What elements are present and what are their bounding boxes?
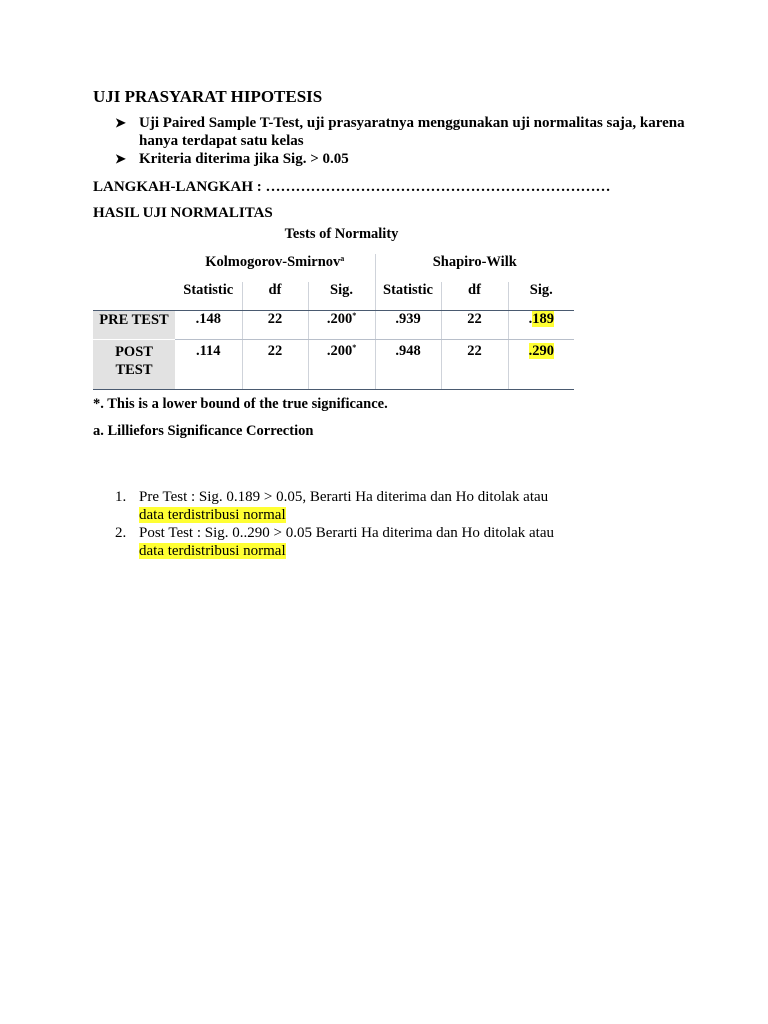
normality-table [93, 226, 574, 390]
highlighted-value: 189 [532, 311, 554, 327]
table-cell: .948 [375, 340, 441, 390]
list-item [115, 114, 693, 150]
table-cell: 22 [242, 340, 308, 390]
column-header: df [242, 282, 308, 311]
highlighted-conclusion: data terdistribusi normal [139, 507, 286, 523]
table-row [93, 340, 574, 390]
column-header: Sig. [308, 282, 375, 311]
list-item [115, 488, 693, 524]
footnote-significance: *. This is a lower bound of the true significance. [93, 396, 388, 412]
list-item [115, 150, 693, 168]
document-page [93, 86, 693, 560]
finding-text: Pre Test : Sig. 0.189 > 0.05, Berarti Ha diterima dan Ho ditolak atau [139, 489, 549, 505]
column-header: Sig. [508, 282, 574, 311]
highlighted-value: .290 [528, 343, 554, 359]
table-cell: .148 [175, 311, 242, 340]
table-row [93, 311, 574, 340]
table-cell: .114 [175, 340, 242, 390]
group-header-sw: Shapiro-Wilk [375, 254, 574, 282]
list-item [115, 524, 693, 560]
document-title: UJI PRASYARAT HIPOTESIS [93, 87, 323, 106]
findings-list [93, 488, 693, 560]
column-header: Statistic [375, 282, 441, 311]
table-cell: .939 [375, 311, 441, 340]
group-header-ks: Kolmogorov-Smirnov$^a$ [205, 254, 345, 270]
bullet-text: Uji Paired Sample T-Test, uji prasyaratnya menggunakan uji normalitas saja, karena hanya terdapat satu kelas [139, 115, 685, 149]
row-label: POST TEST [93, 340, 175, 390]
column-header: Statistic [175, 282, 242, 311]
footnote-lilliefors: a. Lilliefors Significance Correction [93, 423, 314, 439]
arrowhead-bullet-icon: ➤ [115, 151, 126, 166]
langkah-heading: LANGKAH-LANGKAH : …………………………………………………………… [93, 179, 611, 195]
table-cell: 22 [242, 311, 308, 340]
list-number: 1. [115, 489, 127, 505]
table-cell: 22 [441, 311, 508, 340]
table-cell: .189 [508, 311, 574, 340]
row-label: PRE TEST [93, 311, 175, 340]
list-number: 2. [115, 525, 127, 541]
highlighted-conclusion: data terdistribusi normal [139, 543, 286, 559]
table-cell: .200* [308, 340, 375, 390]
bullet-text: Kriteria diterima jika Sig. > 0.05 [139, 151, 349, 167]
column-header: df [441, 282, 508, 311]
table-footnotes [93, 394, 693, 441]
arrowhead-bullet-icon: ➤ [115, 115, 126, 130]
finding-text: Post Test : Sig. 0..290 > 0.05 Berarti Ha diterima dan Ho ditolak atau [139, 525, 554, 541]
criteria-list [93, 114, 693, 168]
hasil-heading: HASIL UJI NORMALITAS [93, 205, 273, 221]
table-cell: 22 [441, 340, 508, 390]
table-cell: .200* [308, 311, 375, 340]
table-cell [508, 340, 574, 390]
table-caption: Tests of Normality [284, 226, 399, 242]
